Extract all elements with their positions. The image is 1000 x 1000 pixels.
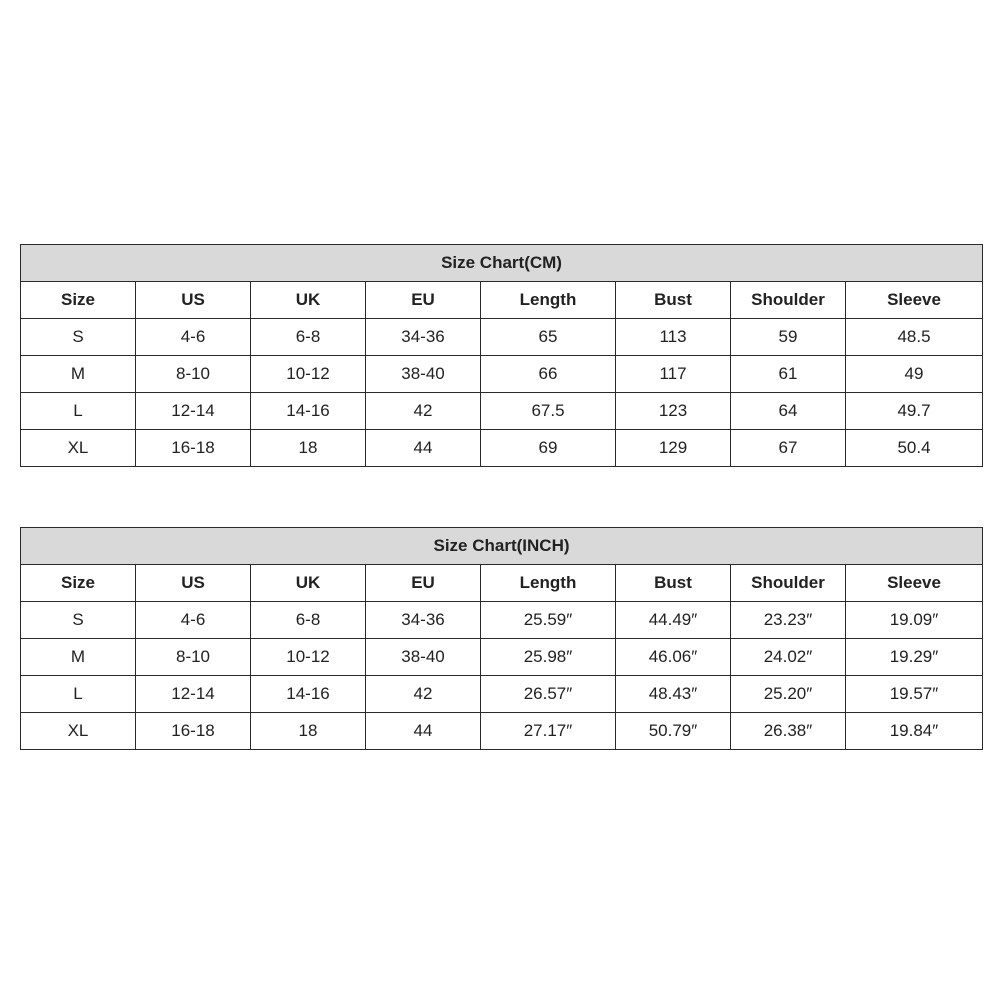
- table-cell: 18: [251, 430, 366, 467]
- table-cell: 123: [616, 393, 731, 430]
- table-cell: 49.7: [846, 393, 983, 430]
- table-cell: S: [21, 319, 136, 356]
- table-cell: 44.49″: [616, 602, 731, 639]
- table-row: [21, 713, 983, 750]
- table-cell: S: [21, 602, 136, 639]
- table-cell: 23.23″: [731, 602, 846, 639]
- table-cell: 129: [616, 430, 731, 467]
- table-cell: 44: [366, 713, 481, 750]
- table-cell: 42: [366, 676, 481, 713]
- table-cell: 67: [731, 430, 846, 467]
- table-cell: 59: [731, 319, 846, 356]
- column-header-size: Size: [21, 565, 136, 602]
- table-row: [21, 356, 983, 393]
- table-cell: 50.79″: [616, 713, 731, 750]
- column-header-length: Length: [481, 565, 616, 602]
- table-cell: 10-12: [251, 639, 366, 676]
- table-cell: M: [21, 639, 136, 676]
- table-cell: 18: [251, 713, 366, 750]
- column-header-uk: UK: [251, 282, 366, 319]
- table-cell: 8-10: [136, 356, 251, 393]
- table-cell: 19.09″: [846, 602, 983, 639]
- table-row: [21, 430, 983, 467]
- table-cell: 38-40: [366, 356, 481, 393]
- table-cell: 50.4: [846, 430, 983, 467]
- table-cell: XL: [21, 713, 136, 750]
- table-title: Size Chart(CM): [21, 245, 983, 282]
- table-cell: 61: [731, 356, 846, 393]
- table-cell: XL: [21, 430, 136, 467]
- table-cell: 66: [481, 356, 616, 393]
- column-header-us: US: [136, 282, 251, 319]
- table-cell: 6-8: [251, 319, 366, 356]
- table-cell: 14-16: [251, 676, 366, 713]
- table-cell: 4-6: [136, 602, 251, 639]
- table-row: [21, 602, 983, 639]
- column-header-bust: Bust: [616, 282, 731, 319]
- table-cell: 19.57″: [846, 676, 983, 713]
- column-header-sleeve: Sleeve: [846, 282, 983, 319]
- table-row: [21, 639, 983, 676]
- column-header-uk: UK: [251, 565, 366, 602]
- table-cell: 113: [616, 319, 731, 356]
- table-row: [21, 676, 983, 713]
- table-row: [21, 319, 983, 356]
- table-cell: 46.06″: [616, 639, 731, 676]
- size-chart-inch-table: [20, 527, 983, 750]
- table-cell: 19.29″: [846, 639, 983, 676]
- table-cell: 117: [616, 356, 731, 393]
- table-cell: 25.20″: [731, 676, 846, 713]
- table-cell: 19.84″: [846, 713, 983, 750]
- table-cell: 48.43″: [616, 676, 731, 713]
- table-cell: 38-40: [366, 639, 481, 676]
- table-cell: 65: [481, 319, 616, 356]
- column-header-us: US: [136, 565, 251, 602]
- table-cell: 16-18: [136, 713, 251, 750]
- table-cell: 12-14: [136, 393, 251, 430]
- table-cell: 6-8: [251, 602, 366, 639]
- table-cell: 44: [366, 430, 481, 467]
- column-header-size: Size: [21, 282, 136, 319]
- table-title: Size Chart(INCH): [21, 528, 983, 565]
- table-cell: L: [21, 393, 136, 430]
- table-cell: 16-18: [136, 430, 251, 467]
- table-cell: L: [21, 676, 136, 713]
- table-cell: 14-16: [251, 393, 366, 430]
- table-cell: 67.5: [481, 393, 616, 430]
- table-cell: 34-36: [366, 319, 481, 356]
- table-cell: 4-6: [136, 319, 251, 356]
- table-cell: 49: [846, 356, 983, 393]
- table-cell: M: [21, 356, 136, 393]
- column-header-sleeve: Sleeve: [846, 565, 983, 602]
- table-cell: 12-14: [136, 676, 251, 713]
- table-cell: 69: [481, 430, 616, 467]
- table-cell: 25.59″: [481, 602, 616, 639]
- table-cell: 26.38″: [731, 713, 846, 750]
- table-cell: 26.57″: [481, 676, 616, 713]
- column-header-shoulder: Shoulder: [731, 565, 846, 602]
- column-header-eu: EU: [366, 565, 481, 602]
- column-header-shoulder: Shoulder: [731, 282, 846, 319]
- table-cell: 8-10: [136, 639, 251, 676]
- table-cell: 27.17″: [481, 713, 616, 750]
- table-cell: 64: [731, 393, 846, 430]
- table-cell: 42: [366, 393, 481, 430]
- table-row: [21, 393, 983, 430]
- table-cell: 24.02″: [731, 639, 846, 676]
- table-cell: 10-12: [251, 356, 366, 393]
- table-cell: 34-36: [366, 602, 481, 639]
- column-header-eu: EU: [366, 282, 481, 319]
- column-header-length: Length: [481, 282, 616, 319]
- table-cell: 25.98″: [481, 639, 616, 676]
- table-cell: 48.5: [846, 319, 983, 356]
- column-header-bust: Bust: [616, 565, 731, 602]
- size-chart-cm-table: [20, 244, 983, 467]
